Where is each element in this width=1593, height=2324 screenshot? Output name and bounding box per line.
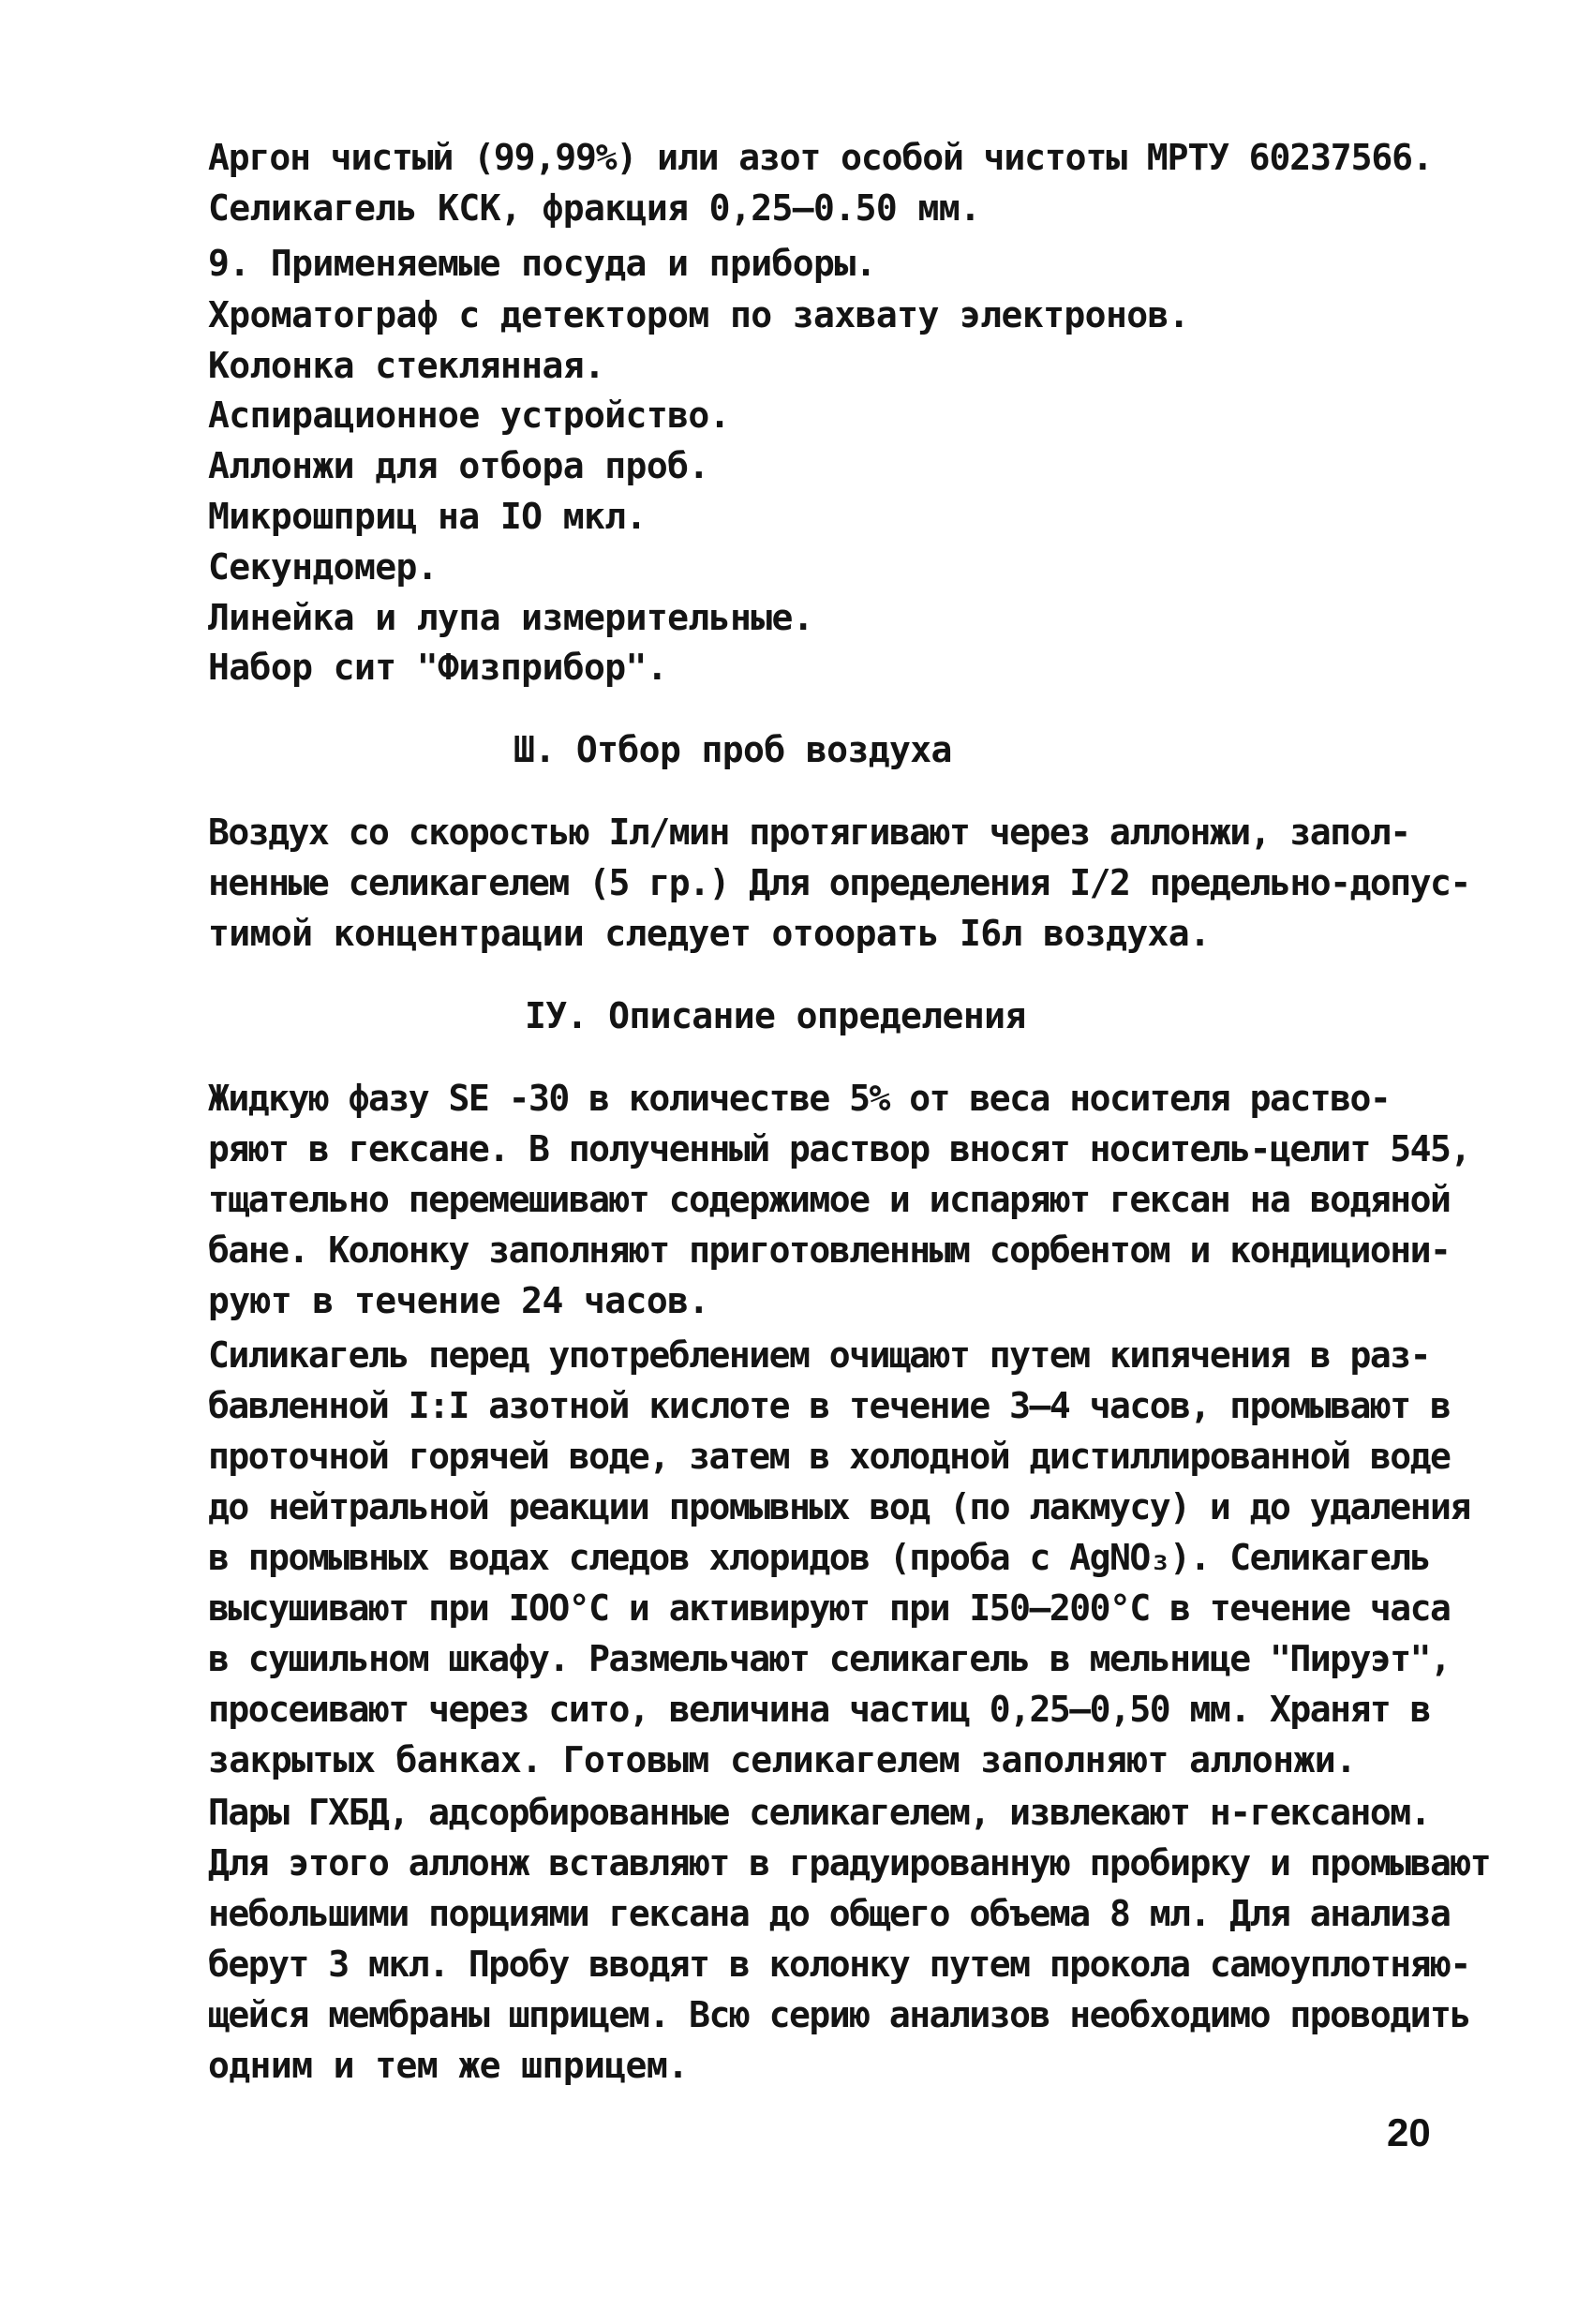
section-heading-air-sampling: Ш. Отбор проб воздуха: [514, 729, 952, 770]
section-heading-description: IУ. Описание определения: [525, 995, 1026, 1036]
paragraph-line: тщательно перемешивают содержимое и испаряют гексан на водяной: [208, 1179, 1451, 1220]
equipment-item: Микрошприц на IO мкл.: [208, 496, 647, 537]
paragraph-line: тимой концентрации следует отоорать I6л воздуха.: [208, 913, 1211, 954]
paragraph-line: высушивают при IOO°C и активируют при I50–200°C в течение часа: [208, 1587, 1451, 1629]
paragraph-line: в промывных водах следов хлоридов (проба с AgNO₃). Селикагель: [208, 1537, 1431, 1578]
paragraph-line: руют в течение 24 часов.: [208, 1280, 709, 1321]
materials-line-1: Аргон чистый (99,99%) или азот особой чистоты МРТУ 60237566.: [208, 137, 1433, 178]
equipment-item: Аллонжи для отбора проб.: [208, 445, 709, 486]
paragraph-line: просеивают через сито, величина частиц 0,25–0,50 мм. Хранят в: [208, 1689, 1431, 1730]
paragraph-line: в сушильном шкафу. Размельчают селикагель в мельнице "Пируэт",: [208, 1638, 1451, 1679]
equipment-item: Аспирационное устройство.: [208, 395, 730, 436]
paragraph-line: небольшими порциями гексана до общего объема 8 мл. Для анализа: [208, 1893, 1451, 1934]
paragraph-line: одним и тем же шприцем.: [208, 2045, 689, 2086]
paragraph-line: проточной горячей воде, затем в холодной дистиллированной воде: [208, 1436, 1451, 1477]
paragraph-line: Жидкую фазу SE -30 в количестве 5% от веса носителя раство-: [208, 1078, 1391, 1119]
materials-line-2: Селикагель КСК, фракция 0,25–0.50 мм.: [208, 187, 981, 229]
page-number: 20: [1387, 2110, 1431, 2154]
paragraph-line: Силикагель перед употреблением очищают путем кипячения в раз-: [208, 1334, 1431, 1376]
paragraph-line: Для этого аллонж вставляют в градуированную пробирку и промывают: [208, 1842, 1491, 1884]
paragraph-line: щейся мембраны шприцем. Всю серию анализов необходимо проводить: [208, 1994, 1470, 2035]
equipment-item: Хроматограф с детектором по захвату электронов.: [208, 294, 1190, 335]
equipment-item: Секундомер.: [208, 546, 439, 588]
paragraph-line: берут 3 мкл. Пробу вводят в колонку путем прокола самоуплотняю-: [208, 1944, 1470, 1985]
paragraph-line: ряют в гексане. В полученный раствор вносят носитель-целит 545,: [208, 1128, 1470, 1169]
paragraph-line: до нейтральной реакции промывных вод (по лакмусу) и до удаления: [208, 1486, 1470, 1527]
paragraph-line: бане. Колонку заполняют приготовленным сорбентом и кондициони-: [208, 1229, 1451, 1271]
paragraph-line: Воздух со скоростью Iл/мин протягивают через аллонжи, запол-: [208, 812, 1410, 853]
paragraph-line: ненные селикагелем (5 гр.) Для определения I/2 предельно-допус-: [208, 862, 1470, 903]
equipment-item: Набор сит "Физприбор".: [208, 647, 668, 688]
paragraph-line: бавленной I:I азотной кислоте в течение 3–4 часов, промывают в: [208, 1385, 1451, 1426]
equipment-item: Линейка и лупа измерительные.: [208, 597, 814, 638]
equipment-section-title: 9. Применяемые посуда и приборы.: [208, 243, 876, 284]
equipment-item: Колонка стеклянная.: [208, 345, 605, 386]
paragraph-line: закрытых банках. Готовым селикагелем заполняют аллонжи.: [208, 1739, 1357, 1780]
paragraph-line: Пары ГХБД, адсорбированные селикагелем, извлекают н-гексаном.: [208, 1792, 1431, 1833]
